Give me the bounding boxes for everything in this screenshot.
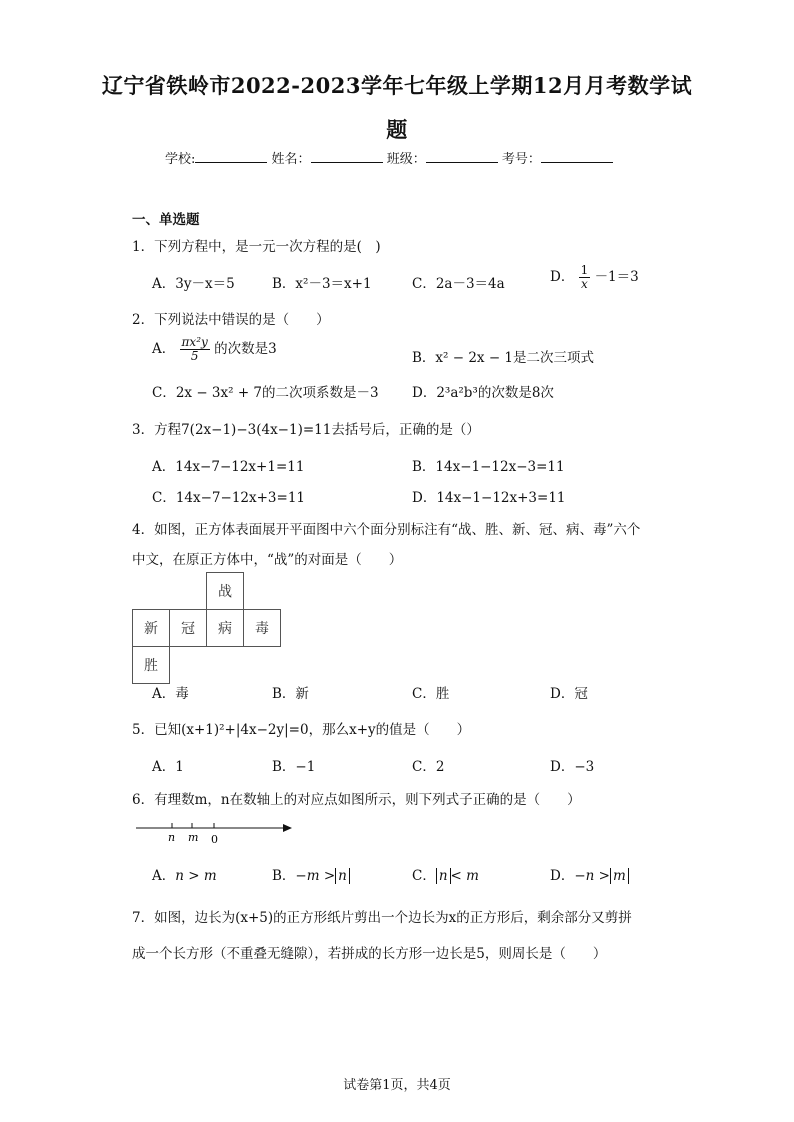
net-cell-top: 战 [207, 573, 244, 610]
label-n: n [168, 831, 176, 844]
question-6-stem: 6．有理数m，n在数轴上的对应点如图所示，则下列式子正确的是（ ） [132, 792, 581, 808]
q1-option-b: B．x²－3＝x+1 [272, 276, 372, 292]
number-label: 考号： [501, 152, 541, 167]
class-label: 班级： [386, 152, 426, 167]
q2-option-d: D．2³a²b³的次数是8次 [412, 385, 554, 401]
question-7-stem-line2: 成一个长方形（不重叠无缝隙），若拼成的长方形一边长是5，则周长是（ ） [132, 946, 607, 962]
net-cell: 毒 [244, 610, 281, 647]
cube-net-figure [132, 572, 281, 684]
label-zero: 0 [211, 833, 218, 846]
q5-option-c: C．2 [412, 759, 445, 775]
number-line-figure [132, 815, 302, 847]
q2-option-c: C．2x − 3x² + 7的二次项系数是－3 [152, 385, 379, 401]
question-2-stem: 2．下列说法中错误的是（ ） [132, 312, 330, 328]
net-cell: 冠 [170, 610, 207, 647]
name-label: 姓名： [271, 152, 311, 167]
q4-option-b: B．新 [272, 686, 309, 702]
q4-option-d: D．冠 [550, 686, 588, 702]
net-cell: 病 [207, 610, 244, 647]
q6-option-d: D．−n > m [550, 864, 629, 884]
q1-option-c: C．2a－3＝4a [412, 276, 505, 292]
school-blank [195, 150, 267, 163]
class-blank [426, 150, 498, 163]
arrow-right-icon [283, 824, 292, 832]
q2-option-a: A． $\frac{\text{πx²y}}{5}$ 的次数是3 [152, 335, 277, 363]
q5-option-b: B．−1 [272, 759, 316, 775]
q1-option-d-fraction: $\frac{1}{x}$ [580, 263, 589, 291]
q4-option-c: C．胜 [412, 686, 450, 702]
name-blank [311, 150, 383, 163]
q5-option-d: D．−3 [550, 759, 595, 775]
q3-option-b: B．14x−1−12x−3=11 [412, 459, 565, 475]
q6-option-b: B．−m > n [272, 864, 350, 884]
q1-option-d: D． $\frac{1}{x}$ －1＝3 [550, 263, 639, 291]
number-blank [541, 150, 613, 163]
q5-option-a: A．1 [152, 759, 184, 775]
page-footer: 试卷第1页，共4页 [343, 1078, 451, 1093]
question-4-stem-line1: 4．如图，正方体表面展开平面图中六个面分别标注有“战、胜、新、冠、病、毒”六个 [132, 522, 641, 538]
page-title-line1: 辽宁省铁岭市2022-2023学年七年级上学期12月月考数学试 [101, 73, 693, 98]
question-1-stem: 1．下列方程中，是一元一次方程的是( ) [132, 239, 381, 255]
q6-option-a: A．n > m [152, 868, 217, 884]
q3-option-d: D．14x−1−12x+3=11 [412, 490, 566, 506]
q2-option-a-fraction: $\frac{\text{πx²y}}{5}$ [181, 335, 208, 363]
q2-option-b: B．x² − 2x − 1是二次三项式 [412, 350, 595, 366]
net-cell: 新 [133, 610, 170, 647]
label-m: m [188, 831, 199, 844]
net-cell-bottom: 胜 [133, 647, 170, 684]
q3-option-c: C．14x−7−12x+3=11 [152, 490, 306, 506]
question-7-stem-line1: 7．如图，边长为(x+5)的正方形纸片剪出一个边长为x的正方形后，剩余部分又剪拼 [132, 910, 632, 926]
q1-option-a: A．3y－x＝5 [152, 276, 235, 292]
q3-option-a: A．14x−7−12x+1=11 [152, 459, 305, 475]
question-5-stem: 5．已知(x+1)²+|4x−2y|=0，那么x+y的值是（ ） [132, 722, 471, 738]
page-title-line2: 题 [386, 117, 408, 142]
section-heading: 一、单选题 [132, 212, 200, 228]
student-info-line [165, 148, 613, 167]
question-3-stem: 3．方程7(2x−1)−3(4x−1)=11去括号后，正确的是（） [132, 422, 480, 438]
school-label: 学校: [165, 152, 196, 167]
q6-option-c: C． n < m [412, 868, 479, 884]
question-4-stem-line2: 中文，在原正方体中，“战”的对面是（ ） [132, 552, 403, 568]
q4-option-a: A．毒 [152, 686, 189, 702]
